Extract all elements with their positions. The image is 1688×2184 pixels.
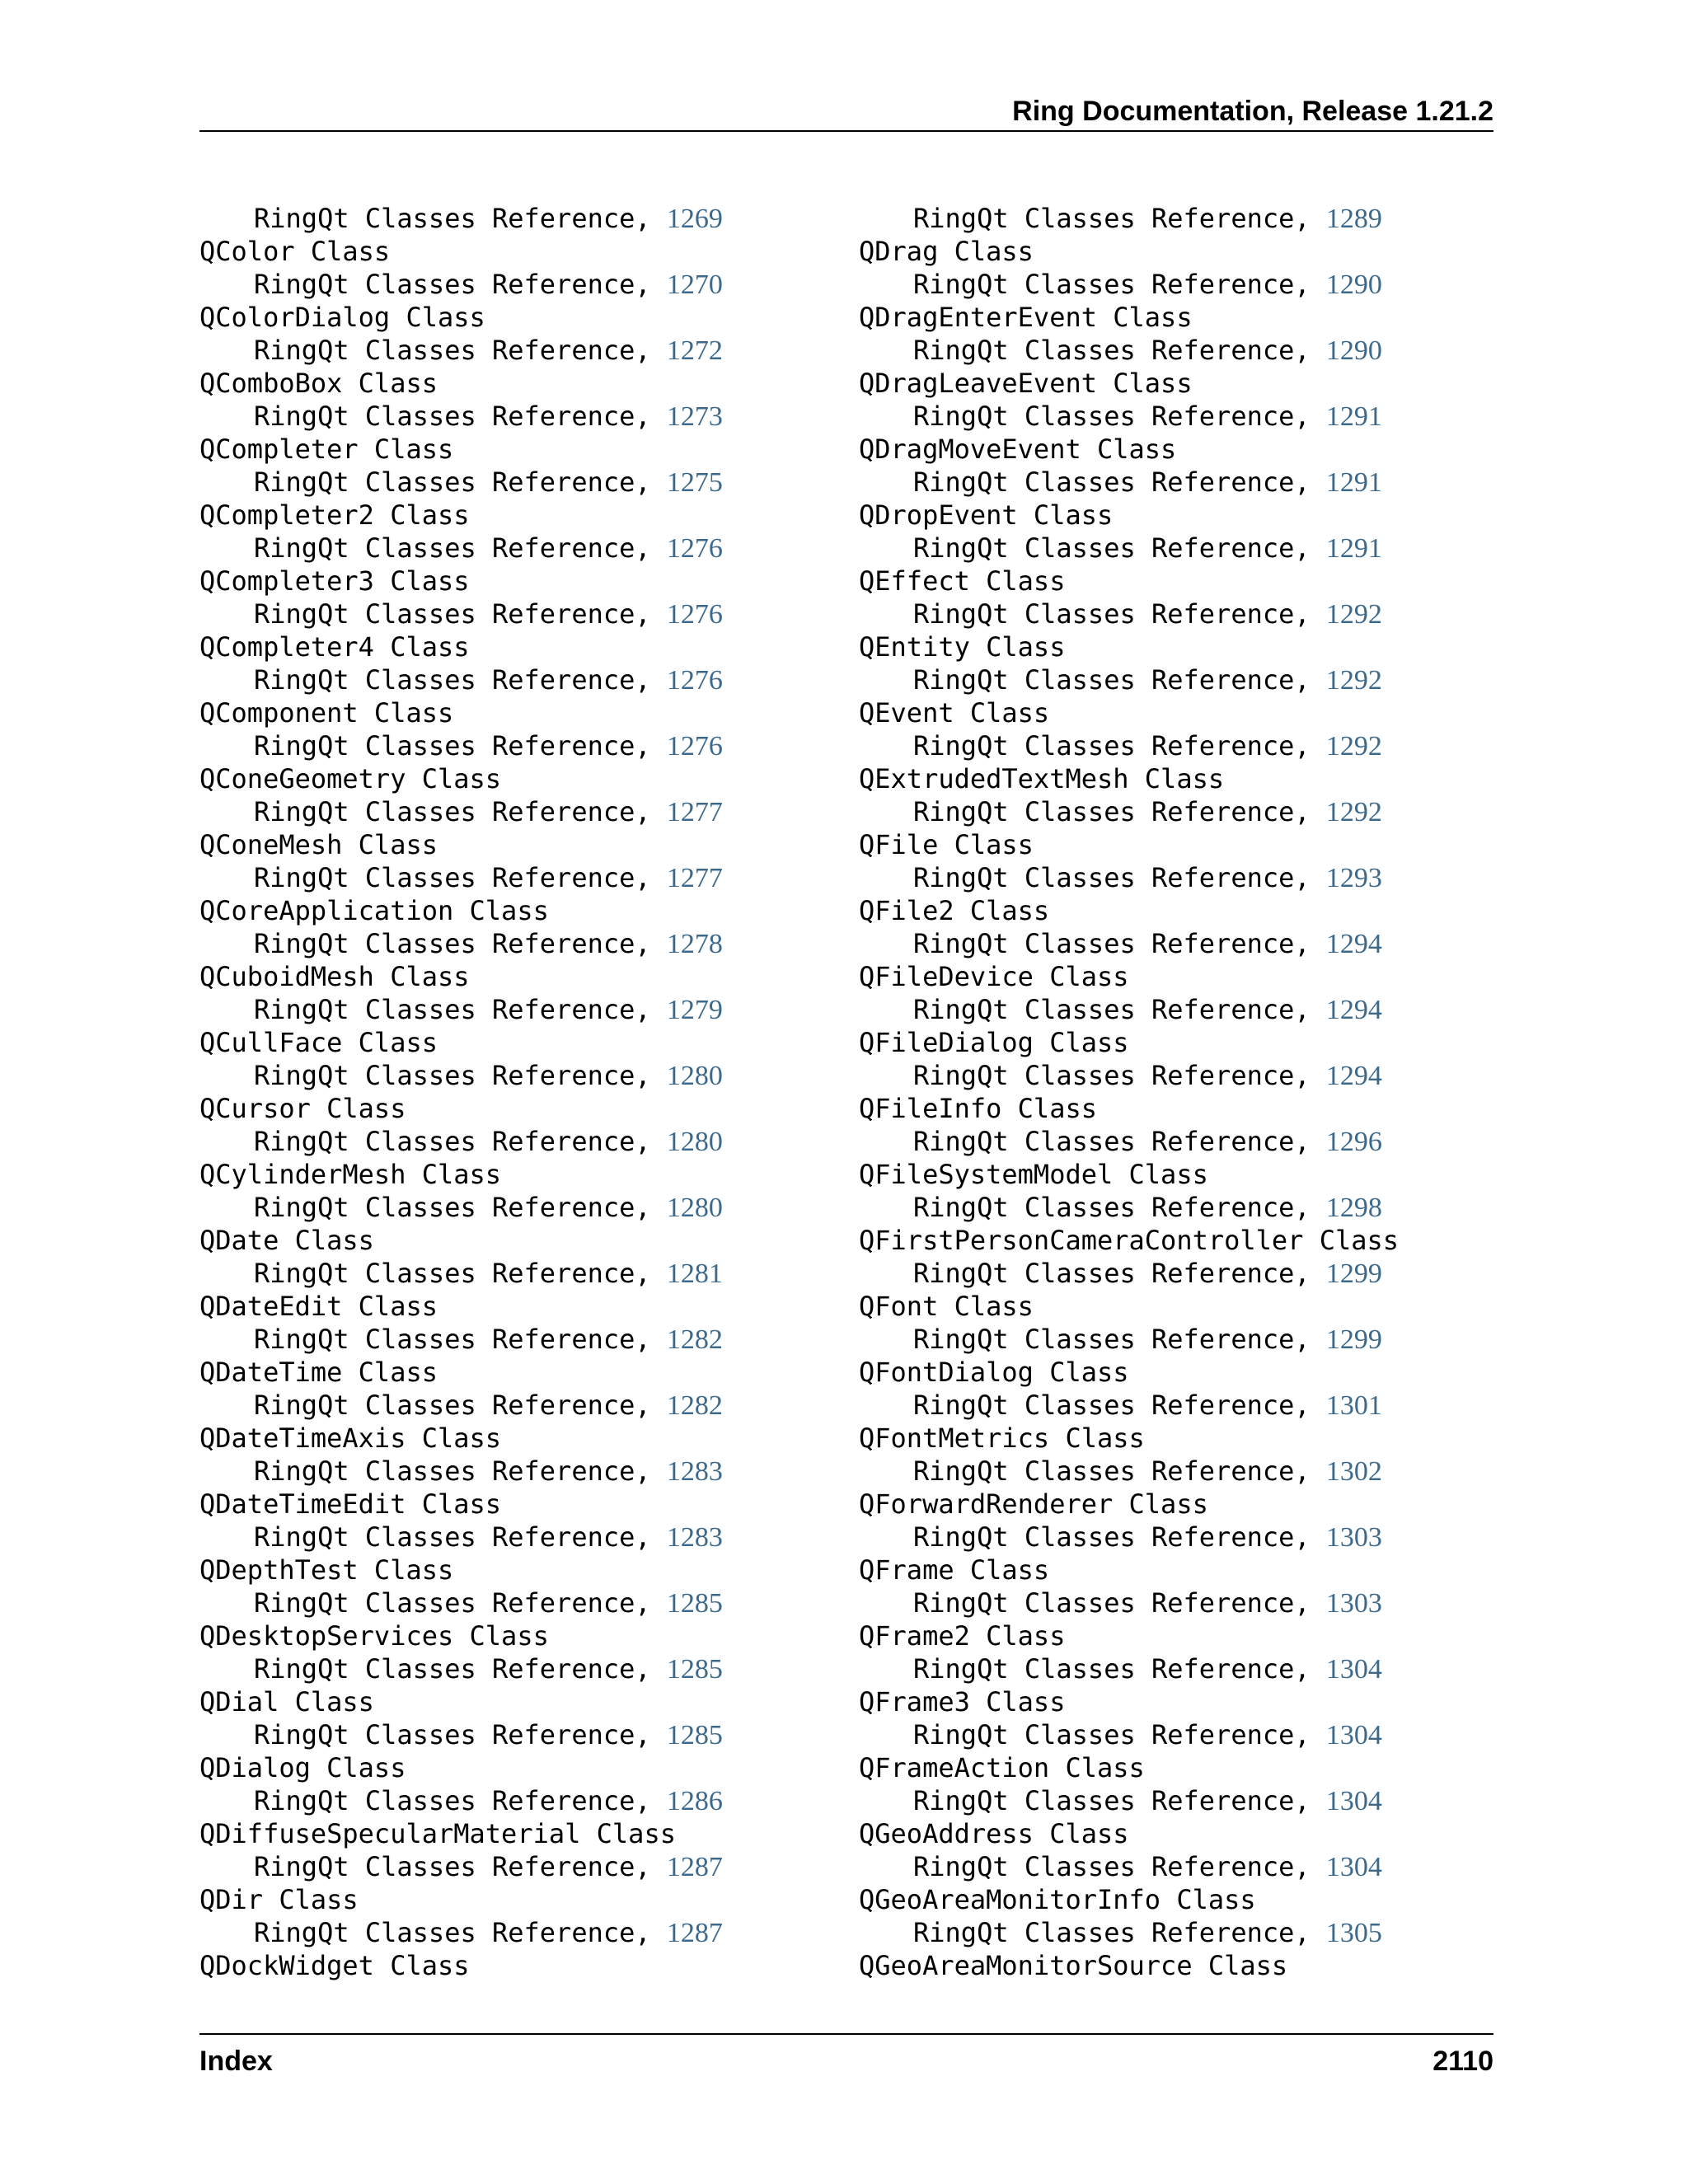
page-reference-link[interactable]: 1290 <box>1325 269 1382 300</box>
index-subentry-label: RingQt Classes Reference <box>913 598 1295 630</box>
separator-comma: , <box>635 862 667 893</box>
index-subentry <box>199 861 809 894</box>
index-subentry <box>199 598 809 630</box>
page-reference-link[interactable]: 1292 <box>1325 797 1382 827</box>
index-entry-class: QDragLeaveEvent Class <box>859 368 1193 399</box>
index-entry-class: QCompleter4 Class <box>199 631 470 663</box>
index-subentry-label: RingQt Classes Reference <box>913 532 1295 564</box>
page-reference-link[interactable]: 1304 <box>1325 1786 1382 1816</box>
index-entry-class: QFrameAction Class <box>859 1752 1145 1783</box>
index-entry-class: QGeoAreaMonitorInfo Class <box>859 1884 1256 1915</box>
index-subentry-label: RingQt Classes Reference <box>254 335 635 366</box>
index-subentry-label: RingQt Classes Reference <box>254 862 635 893</box>
index-subentry-label: RingQt Classes Reference <box>913 1060 1295 1091</box>
index-entry-class: QFontMetrics Class <box>859 1422 1145 1454</box>
index-subentry <box>199 663 809 696</box>
separator-comma: , <box>1294 1719 1326 1750</box>
separator-comma: , <box>1294 466 1326 498</box>
index-entry-class: QComponent Class <box>199 697 454 729</box>
index-columns <box>199 202 1493 1990</box>
index-subentry-label: RingQt Classes Reference <box>913 335 1295 366</box>
separator-comma: , <box>1294 1521 1326 1553</box>
index-entry-class: QDir Class <box>199 1884 359 1915</box>
index-subentry <box>199 1586 809 1619</box>
page-reference-link[interactable]: 1285 <box>666 1654 723 1685</box>
index-entry-class: QDateEdit Class <box>199 1291 438 1322</box>
index-subentry <box>859 993 1469 1026</box>
document-title: Ring Documentation, Release 1.21.2 <box>1012 96 1493 127</box>
index-subentry-label: RingQt Classes Reference <box>254 796 635 827</box>
index-subentry <box>199 729 809 762</box>
index-entry-class: QDesktopServices Class <box>199 1620 549 1652</box>
separator-comma: , <box>635 796 667 827</box>
index-entry-class: QDialog Class <box>199 1752 406 1783</box>
index-subentry <box>199 1389 809 1422</box>
index-entry-class: QConeGeometry Class <box>199 763 502 794</box>
separator-comma: , <box>635 664 667 696</box>
separator-comma: , <box>635 1258 667 1289</box>
separator-comma: , <box>635 269 667 300</box>
index-entry-class: QGeoAddress Class <box>859 1818 1129 1849</box>
separator-comma: , <box>635 1521 667 1553</box>
index-subentry-label: RingQt Classes Reference <box>254 994 635 1025</box>
index-entry-class: QDate Class <box>199 1225 374 1256</box>
index-subentry <box>199 1059 809 1092</box>
index-entry-class: QComboBox Class <box>199 368 438 399</box>
page-reference-link[interactable]: 1298 <box>1325 1193 1382 1223</box>
separator-comma: , <box>1294 1917 1326 1948</box>
index-subentry-label: RingQt Classes Reference <box>913 730 1295 762</box>
index-subentry-label: RingQt Classes Reference <box>254 532 635 564</box>
page-reference-link[interactable]: 1299 <box>1325 1324 1382 1355</box>
separator-comma: , <box>1294 928 1326 959</box>
separator-comma: , <box>1294 1653 1326 1685</box>
index-subentry <box>199 268 809 301</box>
separator-comma: , <box>635 401 667 432</box>
index-subentry <box>859 1455 1469 1488</box>
index-subentry-label: RingQt Classes Reference <box>254 1390 635 1421</box>
index-entry-class: QDragMoveEvent Class <box>859 434 1177 465</box>
page-footer <box>199 2033 1493 2084</box>
index-entry-class: QFirstPersonCameraController Class <box>859 1225 1400 1256</box>
page-reference-link[interactable]: 1275 <box>666 467 723 498</box>
index-subentry-label: RingQt Classes Reference <box>913 1851 1295 1882</box>
page-reference-link[interactable]: 1303 <box>1325 1588 1382 1619</box>
page-reference-link[interactable]: 1304 <box>1325 1852 1382 1882</box>
page-reference-link[interactable]: 1303 <box>1325 1522 1382 1553</box>
index-subentry-label: RingQt Classes Reference <box>913 928 1295 959</box>
index-subentry-label: RingQt Classes Reference <box>254 1455 635 1487</box>
separator-comma: , <box>1294 335 1326 366</box>
index-subentry-label: RingQt Classes Reference <box>913 994 1295 1025</box>
index-subentry <box>859 1257 1469 1290</box>
page-reference-link[interactable]: 1282 <box>666 1390 723 1421</box>
index-subentry-label: RingQt Classes Reference <box>913 1258 1295 1289</box>
page-reference-link[interactable]: 1285 <box>666 1588 723 1619</box>
index-subentry <box>859 1389 1469 1422</box>
index-entry-class: QDateTime Class <box>199 1357 438 1388</box>
page-reference-link[interactable]: 1290 <box>1325 335 1382 366</box>
index-entry-class: QGeoAreaMonitorSource Class <box>859 1950 1288 1981</box>
index-entry-class: QColorDialog Class <box>199 302 485 333</box>
index-entry-class: QFont Class <box>859 1291 1034 1322</box>
index-subentry-label: RingQt Classes Reference <box>254 1060 635 1091</box>
index-subentry <box>199 1191 809 1224</box>
index-subentry <box>859 1125 1469 1158</box>
separator-comma: , <box>1294 1192 1326 1223</box>
page-reference-link[interactable]: 1269 <box>666 204 723 234</box>
index-subentry-label: RingQt Classes Reference <box>913 862 1295 893</box>
index-entry-class: QDiffuseSpecularMaterial Class <box>199 1818 676 1849</box>
index-entry-class: QEntity Class <box>859 631 1066 663</box>
page-reference-link[interactable]: 1291 <box>1325 401 1382 432</box>
index-subentry-label: RingQt Classes Reference <box>913 401 1295 432</box>
separator-comma: , <box>1294 862 1326 893</box>
separator-comma: , <box>1294 1390 1326 1421</box>
index-subentry <box>859 663 1469 696</box>
index-entry-class: QCoreApplication Class <box>199 895 549 926</box>
separator-comma: , <box>635 598 667 630</box>
separator-comma: , <box>635 1719 667 1750</box>
separator-comma: , <box>635 1455 667 1487</box>
separator-comma: , <box>635 1060 667 1091</box>
separator-comma: , <box>635 1785 667 1816</box>
separator-comma: , <box>1294 730 1326 762</box>
index-subentry <box>859 1521 1469 1554</box>
index-subentry-label: RingQt Classes Reference <box>913 1455 1295 1487</box>
index-subentry <box>199 993 809 1026</box>
index-subentry <box>859 1916 1469 1949</box>
index-entry-class: QFrame2 Class <box>859 1620 1066 1652</box>
page-reference-link[interactable]: 1287 <box>666 1852 723 1882</box>
page-reference-link[interactable]: 1282 <box>666 1324 723 1355</box>
separator-comma: , <box>1294 1324 1326 1355</box>
index-entry-class: QCursor Class <box>199 1093 406 1124</box>
separator-comma: , <box>635 1653 667 1685</box>
index-entry-class: QCuboidMesh Class <box>199 961 470 992</box>
index-subentry <box>859 1059 1469 1092</box>
separator-comma: , <box>635 1390 667 1421</box>
index-subentry-label: RingQt Classes Reference <box>913 1126 1295 1157</box>
page-reference-link[interactable]: 1278 <box>666 929 723 959</box>
separator-comma: , <box>1294 664 1326 696</box>
index-subentry <box>859 729 1469 762</box>
index-subentry-label: RingQt Classes Reference <box>913 269 1295 300</box>
index-entry-class: QCullFace Class <box>199 1027 438 1058</box>
separator-comma: , <box>635 994 667 1025</box>
page-reference-link[interactable]: 1277 <box>666 863 723 893</box>
index-subentry-label: RingQt Classes Reference <box>254 1785 635 1816</box>
index-entry-class: QDragEnterEvent Class <box>859 302 1193 333</box>
index-subentry-label: RingQt Classes Reference <box>254 928 635 959</box>
index-subentry-label: RingQt Classes Reference <box>913 1653 1295 1685</box>
page-reference-link[interactable]: 1291 <box>1325 533 1382 564</box>
index-subentry-label: RingQt Classes Reference <box>254 269 635 300</box>
index-entry-class: QDateTimeAxis Class <box>199 1422 502 1454</box>
index-subentry <box>199 1323 809 1356</box>
index-subentry <box>859 202 1469 235</box>
separator-comma: , <box>635 532 667 564</box>
index-column-right <box>859 202 1469 1982</box>
page-reference-link[interactable]: 1304 <box>1325 1720 1382 1750</box>
index-subentry-label: RingQt Classes Reference <box>254 664 635 696</box>
index-subentry <box>859 795 1469 828</box>
index-entry-class: QFileDevice Class <box>859 961 1129 992</box>
index-entry-class: QFileSystemModel Class <box>859 1159 1208 1190</box>
page-reference-link[interactable]: 1292 <box>1325 665 1382 696</box>
index-subentry-label: RingQt Classes Reference <box>254 1587 635 1619</box>
page-reference-link[interactable]: 1270 <box>666 269 723 300</box>
index-entry-class: QCompleter Class <box>199 434 454 465</box>
index-subentry-label: RingQt Classes Reference <box>913 1719 1295 1750</box>
index-entry-class: QCompleter3 Class <box>199 565 470 597</box>
page-reference-link[interactable]: 1292 <box>1325 731 1382 762</box>
page-reference-link[interactable]: 1283 <box>666 1456 723 1487</box>
page-reference-link[interactable]: 1280 <box>666 1127 723 1157</box>
index-entry-class: QFile2 Class <box>859 895 1050 926</box>
index-subentry-label: RingQt Classes Reference <box>254 1851 635 1882</box>
index-subentry-label: RingQt Classes Reference <box>913 1587 1295 1619</box>
index-subentry <box>859 400 1469 433</box>
index-subentry-label: RingQt Classes Reference <box>254 1192 635 1223</box>
page-reference-link[interactable]: 1276 <box>666 665 723 696</box>
separator-comma: , <box>1294 1455 1326 1487</box>
page-number: 2110 <box>1432 2046 1493 2077</box>
separator-comma: , <box>635 1917 667 1948</box>
index-subentry-label: RingQt Classes Reference <box>254 1521 635 1553</box>
index-subentry <box>199 334 809 367</box>
page-reference-link[interactable]: 1292 <box>1325 599 1382 630</box>
index-subentry-label: RingQt Classes Reference <box>913 466 1295 498</box>
page-reference-link[interactable]: 1273 <box>666 401 723 432</box>
page-reference-link[interactable]: 1304 <box>1325 1654 1382 1685</box>
index-subentry <box>859 927 1469 960</box>
page-reference-link[interactable]: 1277 <box>666 797 723 827</box>
index-column-left <box>199 202 809 1982</box>
index-subentry-label: RingQt Classes Reference <box>254 401 635 432</box>
separator-comma: , <box>1294 796 1326 827</box>
index-subentry <box>859 1191 1469 1224</box>
index-subentry <box>199 1455 809 1488</box>
index-subentry-label: RingQt Classes Reference <box>913 203 1295 234</box>
page-header <box>199 92 1493 132</box>
index-subentry-label: RingQt Classes Reference <box>913 1324 1295 1355</box>
separator-comma: , <box>1294 1060 1326 1091</box>
index-subentry <box>859 532 1469 565</box>
index-subentry <box>199 1521 809 1554</box>
separator-comma: , <box>1294 203 1326 234</box>
separator-comma: , <box>1294 1126 1326 1157</box>
index-subentry <box>199 795 809 828</box>
separator-comma: , <box>1294 532 1326 564</box>
index-subentry <box>199 1652 809 1685</box>
page-reference-link[interactable]: 1294 <box>1325 995 1382 1025</box>
page-reference-link[interactable]: 1280 <box>666 1061 723 1091</box>
index-subentry-label: RingQt Classes Reference <box>254 466 635 498</box>
index-subentry <box>199 1718 809 1751</box>
index-subentry <box>859 466 1469 499</box>
index-subentry-label: RingQt Classes Reference <box>254 1653 635 1685</box>
index-subentry-label: RingQt Classes Reference <box>913 664 1295 696</box>
index-subentry <box>199 202 809 235</box>
page-reference-link[interactable]: 1276 <box>666 731 723 762</box>
index-subentry <box>199 1125 809 1158</box>
index-entry-class: QConeMesh Class <box>199 829 438 860</box>
separator-comma: , <box>635 1587 667 1619</box>
index-subentry <box>199 532 809 565</box>
index-subentry-label: RingQt Classes Reference <box>913 1521 1295 1553</box>
page-reference-link[interactable]: 1302 <box>1325 1456 1382 1487</box>
index-entry-class: QExtrudedTextMesh Class <box>859 763 1225 794</box>
page-reference-link[interactable]: 1293 <box>1325 863 1382 893</box>
index-subentry-label: RingQt Classes Reference <box>254 598 635 630</box>
index-entry-class: QDropEvent Class <box>859 499 1114 531</box>
index-entry-class: QDepthTest Class <box>199 1554 454 1586</box>
page-reference-link[interactable]: 1305 <box>1325 1918 1382 1948</box>
page-reference-link[interactable]: 1279 <box>666 995 723 1025</box>
index-entry-class: QEffect Class <box>859 565 1066 597</box>
separator-comma: , <box>635 730 667 762</box>
index-subentry <box>859 861 1469 894</box>
index-subentry <box>859 1850 1469 1883</box>
index-entry-class: QDateTimeEdit Class <box>199 1488 502 1520</box>
index-subentry-label: RingQt Classes Reference <box>913 1390 1295 1421</box>
page-reference-link[interactable]: 1281 <box>666 1258 723 1289</box>
index-subentry <box>859 1718 1469 1751</box>
index-entry-class: QColor Class <box>199 236 391 267</box>
index-subentry-label: RingQt Classes Reference <box>254 203 635 234</box>
index-subentry <box>859 1652 1469 1685</box>
index-entry-class: QFontDialog Class <box>859 1357 1129 1388</box>
page-reference-link[interactable]: 1291 <box>1325 467 1382 498</box>
index-subentry <box>859 334 1469 367</box>
page-reference-link[interactable]: 1301 <box>1325 1390 1382 1421</box>
index-entry-class: QEvent Class <box>859 697 1050 729</box>
index-entry-class: QFrame Class <box>859 1554 1050 1586</box>
index-subentry-label: RingQt Classes Reference <box>254 1719 635 1750</box>
page-reference-link[interactable]: 1289 <box>1325 204 1382 234</box>
separator-comma: , <box>1294 269 1326 300</box>
page-reference-link[interactable]: 1286 <box>666 1786 723 1816</box>
separator-comma: , <box>1294 1785 1326 1816</box>
index-subentry-label: RingQt Classes Reference <box>254 1324 635 1355</box>
index-subentry <box>859 598 1469 630</box>
separator-comma: , <box>635 1851 667 1882</box>
index-subentry <box>199 1916 809 1949</box>
index-subentry-label: RingQt Classes Reference <box>913 796 1295 827</box>
page-reference-link[interactable]: 1299 <box>1325 1258 1382 1289</box>
index-subentry-label: RingQt Classes Reference <box>254 1126 635 1157</box>
separator-comma: , <box>635 1192 667 1223</box>
page-reference-link[interactable]: 1283 <box>666 1522 723 1553</box>
index-entry-class: QFileInfo Class <box>859 1093 1097 1124</box>
separator-comma: , <box>1294 401 1326 432</box>
page-reference-link[interactable]: 1285 <box>666 1720 723 1750</box>
page-reference-link[interactable]: 1294 <box>1325 1061 1382 1091</box>
page-reference-link[interactable]: 1280 <box>666 1193 723 1223</box>
index-subentry <box>199 1784 809 1817</box>
index-entry-class: QDial Class <box>199 1686 374 1718</box>
index-subentry <box>859 1586 1469 1619</box>
separator-comma: , <box>1294 598 1326 630</box>
page-reference-link[interactable]: 1296 <box>1325 1127 1382 1157</box>
index-subentry-label: RingQt Classes Reference <box>913 1917 1295 1948</box>
separator-comma: , <box>1294 1258 1326 1289</box>
page-reference-link[interactable]: 1294 <box>1325 929 1382 959</box>
page-reference-link[interactable]: 1276 <box>666 599 723 630</box>
index-entry-class: QFileDialog Class <box>859 1027 1129 1058</box>
index-subentry <box>859 268 1469 301</box>
index-subentry <box>199 927 809 960</box>
index-subentry <box>859 1323 1469 1356</box>
page-reference-link[interactable]: 1272 <box>666 335 723 366</box>
index-subentry <box>199 1257 809 1290</box>
separator-comma: , <box>635 1324 667 1355</box>
footer-section-label: Index <box>199 2046 273 2077</box>
index-subentry <box>199 400 809 433</box>
index-subentry <box>199 1850 809 1883</box>
index-subentry-label: RingQt Classes Reference <box>254 730 635 762</box>
page-reference-link[interactable]: 1276 <box>666 533 723 564</box>
separator-comma: , <box>635 1126 667 1157</box>
index-subentry <box>199 466 809 499</box>
index-subentry-label: RingQt Classes Reference <box>913 1192 1295 1223</box>
index-entry-class: QCompleter2 Class <box>199 499 470 531</box>
index-entry-class: QDockWidget Class <box>199 1950 470 1981</box>
separator-comma: , <box>635 335 667 366</box>
page-reference-link[interactable]: 1287 <box>666 1918 723 1948</box>
index-entry-class: QCylinderMesh Class <box>199 1159 502 1190</box>
index-entry-class: QFrame3 Class <box>859 1686 1066 1718</box>
separator-comma: , <box>635 203 667 234</box>
index-entry-class: QFile Class <box>859 829 1034 860</box>
separator-comma: , <box>1294 1587 1326 1619</box>
separator-comma: , <box>635 466 667 498</box>
index-subentry-label: RingQt Classes Reference <box>254 1258 635 1289</box>
index-subentry-label: RingQt Classes Reference <box>913 1785 1295 1816</box>
index-entry-class: QForwardRenderer Class <box>859 1488 1208 1520</box>
separator-comma: , <box>1294 994 1326 1025</box>
index-subentry <box>859 1784 1469 1817</box>
separator-comma: , <box>635 928 667 959</box>
separator-comma: , <box>1294 1851 1326 1882</box>
index-subentry-label: RingQt Classes Reference <box>254 1917 635 1948</box>
index-entry-class: QDrag Class <box>859 236 1034 267</box>
